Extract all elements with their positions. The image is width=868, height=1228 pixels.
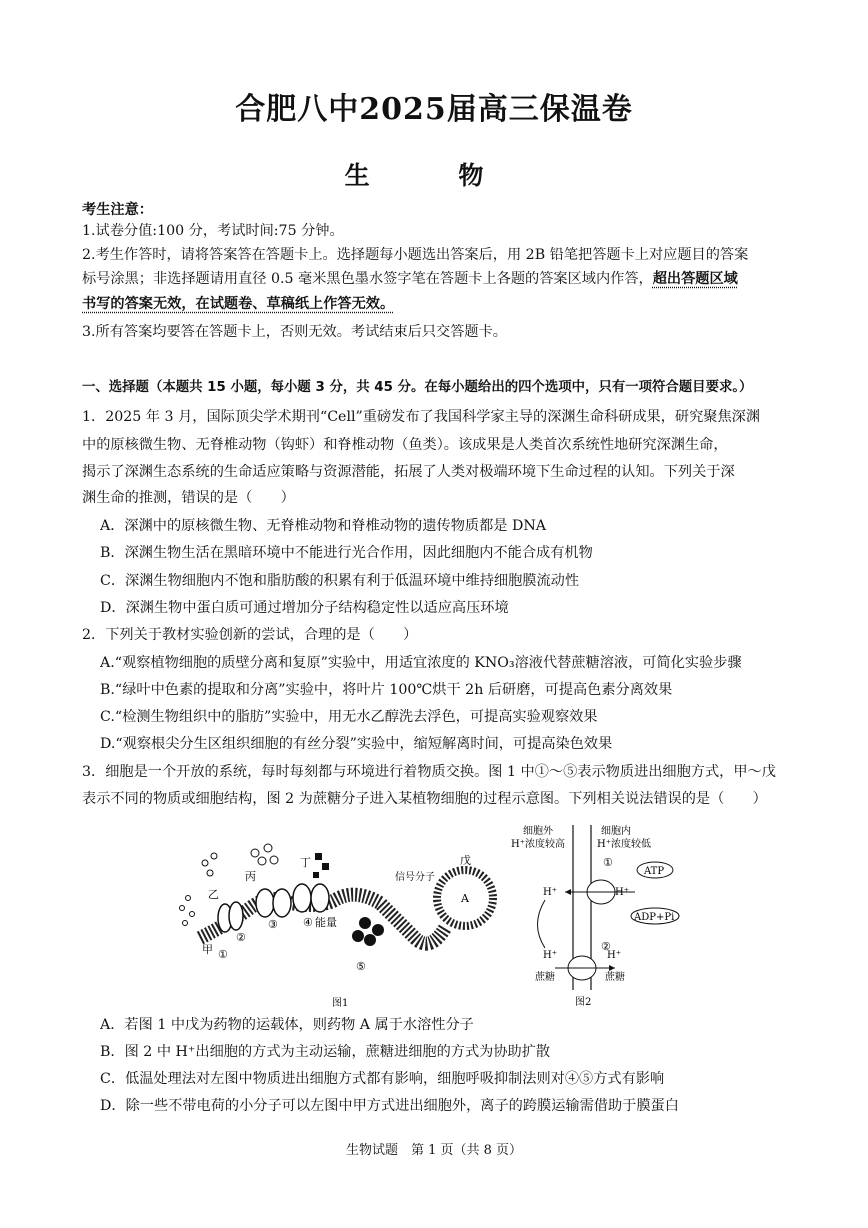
q1-stem-line-2: 中的原核微生物、无脊椎动物（钩虾）和脊椎动物（鱼类）。该成果是人类首次系统性地研究深渊生命，: [82, 437, 728, 453]
notice-item-2a: 2.考生作答时，请将答案答在答题卡上。选择题每小题选出答案后，用 2B 铅笔把答题卡上对应题目的答案: [82, 247, 749, 263]
notice-item-1: 1.试卷分值:100 分，考试时间:75 分钟。: [82, 223, 344, 239]
label-bing: 丙: [245, 870, 256, 883]
label-signal: 信号分子: [395, 872, 435, 883]
notice-item-2b-bold: 超出答题区域: [652, 271, 738, 287]
endocytosis-pit: [352, 917, 384, 946]
label-adp: ADP+Pi: [634, 912, 675, 923]
q1-option-a: A．深渊中的原核微生物、无脊椎动物和脊椎动物的遗传物质都是 DNA: [100, 518, 547, 534]
label-ding: 丁: [300, 856, 311, 869]
q3-option-c: C．低温处理法对左图中物质进出细胞方式都有影响，细胞呼吸抑制法则对④⑤方式有影响: [100, 1071, 665, 1087]
label-energy: 能量: [315, 916, 337, 929]
label-sucrose-out: 蔗糖: [535, 972, 555, 983]
notice-heading: 考生注意：: [82, 202, 153, 218]
figure-2-sucrose-transport: [505, 820, 705, 1010]
label-yi: 乙: [208, 888, 219, 901]
ding-molecules: [313, 853, 329, 878]
q2-stem: 2．下列关于教材实验创新的尝试，合理的是（ ）: [82, 627, 418, 643]
label-jia: 甲: [202, 943, 213, 956]
q1-stem-line-1: 1．2025 年 3 月，国际顶尖学术期刊“Cell”重磅发布了我国科学家主导的深渊生命科研成果，研究聚焦深渊: [82, 409, 761, 425]
label-h-1: H⁺: [543, 887, 557, 898]
label-wu: 戊: [460, 854, 471, 867]
label-outside-1: 细胞外: [523, 826, 553, 837]
label-n2: ②: [236, 931, 246, 944]
notice-item-2c-text: 书写的答案无效，在试题卷、草稿纸上作答无效。: [82, 296, 395, 312]
label-outside-2: H⁺浓度较高: [511, 839, 565, 850]
section-heading: 一、选择题（本题共 15 小题，每小题 3 分，共 45 分。在每小题给出的四个选项中，只有一项符合题目要求。）: [82, 380, 753, 395]
subject-title: 生 物: [344, 161, 524, 190]
label-n1: ①: [603, 856, 613, 869]
curved-arrow: [538, 900, 546, 948]
page-title: 合肥八中2025届高三保温卷: [235, 92, 633, 127]
label-h-4: H⁺: [607, 950, 621, 961]
q3-option-a: A．若图 1 中戊为药物的运载体，则药物 A 属于水溶性分子: [100, 1017, 474, 1033]
q1-stem-line-3: 揭示了深渊生态系统的生命适应策略与资源潜能，拓展了人类对极端环境下生命过程的认知。下列关于深: [82, 464, 735, 480]
label-inside-2: H⁺浓度较低: [597, 839, 651, 850]
label-n1: ①: [218, 948, 228, 961]
arrow-head-sucrose: [609, 965, 615, 971]
label-n4: ④: [303, 916, 313, 929]
label-a: A: [461, 892, 469, 905]
label-n2: ②: [601, 940, 611, 953]
q1-stem-line-4: 渊生命的推测，错误的是（ ）: [82, 490, 295, 506]
label-h-2: H⁺: [615, 887, 629, 898]
label-atp: ATP: [644, 866, 665, 877]
figure-2-caption: 图2: [575, 997, 592, 1008]
q1-option-d: D．深渊生物中蛋白质可通过增加分子结构稳定性以适应高压环境: [100, 600, 509, 616]
q2-option-c: C.“检测生物组织中的脂肪”实验中，用无水乙醇洗去浮色，可提高实验观察效果: [100, 709, 598, 725]
q2-option-a: A.“观察植物细胞的质壁分离和复原”实验中，用适宜浓度的 KNO₃溶液代替蔗糖溶液，可简化实验步骤: [100, 655, 742, 671]
notice-item-2c: [82, 294, 787, 314]
q2-option-d: D.“观察根尖分生区组织细胞的有丝分裂”实验中，缩短解离时间，可提高染色效果: [100, 736, 613, 752]
label-sucrose-in: 蔗糖: [605, 972, 625, 983]
q3-stem-line-2: 表示不同的物质或细胞结构，图 2 为蔗糖分子进入某植物细胞的过程示意图。下列相关说法错误的是（ ）: [82, 791, 767, 807]
notice-item-2b-plain: 标号涂黑；非选择题请用直径 0.5 毫米黑色墨水签字笔在答题卡上各题的答案区域内作答，: [82, 271, 653, 287]
figure-1-membrane-transport: [170, 828, 500, 1008]
label-n3: ③: [268, 918, 278, 931]
q3-option-b: B．图 2 中 H⁺出细胞的方式为主动运输，蔗糖进细胞的方式为协助扩散: [100, 1044, 551, 1060]
notice-item-3: 3.所有答案均要答在答题卡上，否则无效。考试结束后只交答题卡。: [82, 324, 507, 340]
q1-option-c: C．深渊生物细胞内不饱和脂肪酸的积累有利于低温环境中维持细胞膜流动性: [100, 573, 580, 589]
notice-item-2b: [82, 269, 787, 289]
figure-1-caption: 图1: [332, 998, 349, 1008]
q3-stem-line-1: 3．细胞是一个开放的系统，每时每刻都与环境进行着物质交换。图 1 中①～⑤表示物质进出细胞方式，甲～戊: [82, 764, 776, 780]
q1-option-b: B．深渊生物生活在黑暗环境中不能进行光合作用，因此细胞内不能合成有机物: [100, 545, 593, 561]
q2-option-b: B.“绿叶中色素的提取和分离”实验中，将叶片 100℃烘干 2h 后研磨，可提高色素分离效果: [100, 682, 673, 698]
label-n5: ⑤: [356, 960, 366, 973]
label-h-3: H⁺: [543, 950, 557, 961]
q3-option-d: D．除一些不带电荷的小分子可以左图中甲方式进出细胞外，离子的跨膜运输需借助于膜蛋白: [100, 1098, 679, 1114]
label-inside-1: 细胞内: [601, 826, 631, 837]
arrow-head-h-out: [565, 889, 571, 895]
page-footer: 生物试题 第 1 页（共 8 页）: [345, 1143, 523, 1158]
